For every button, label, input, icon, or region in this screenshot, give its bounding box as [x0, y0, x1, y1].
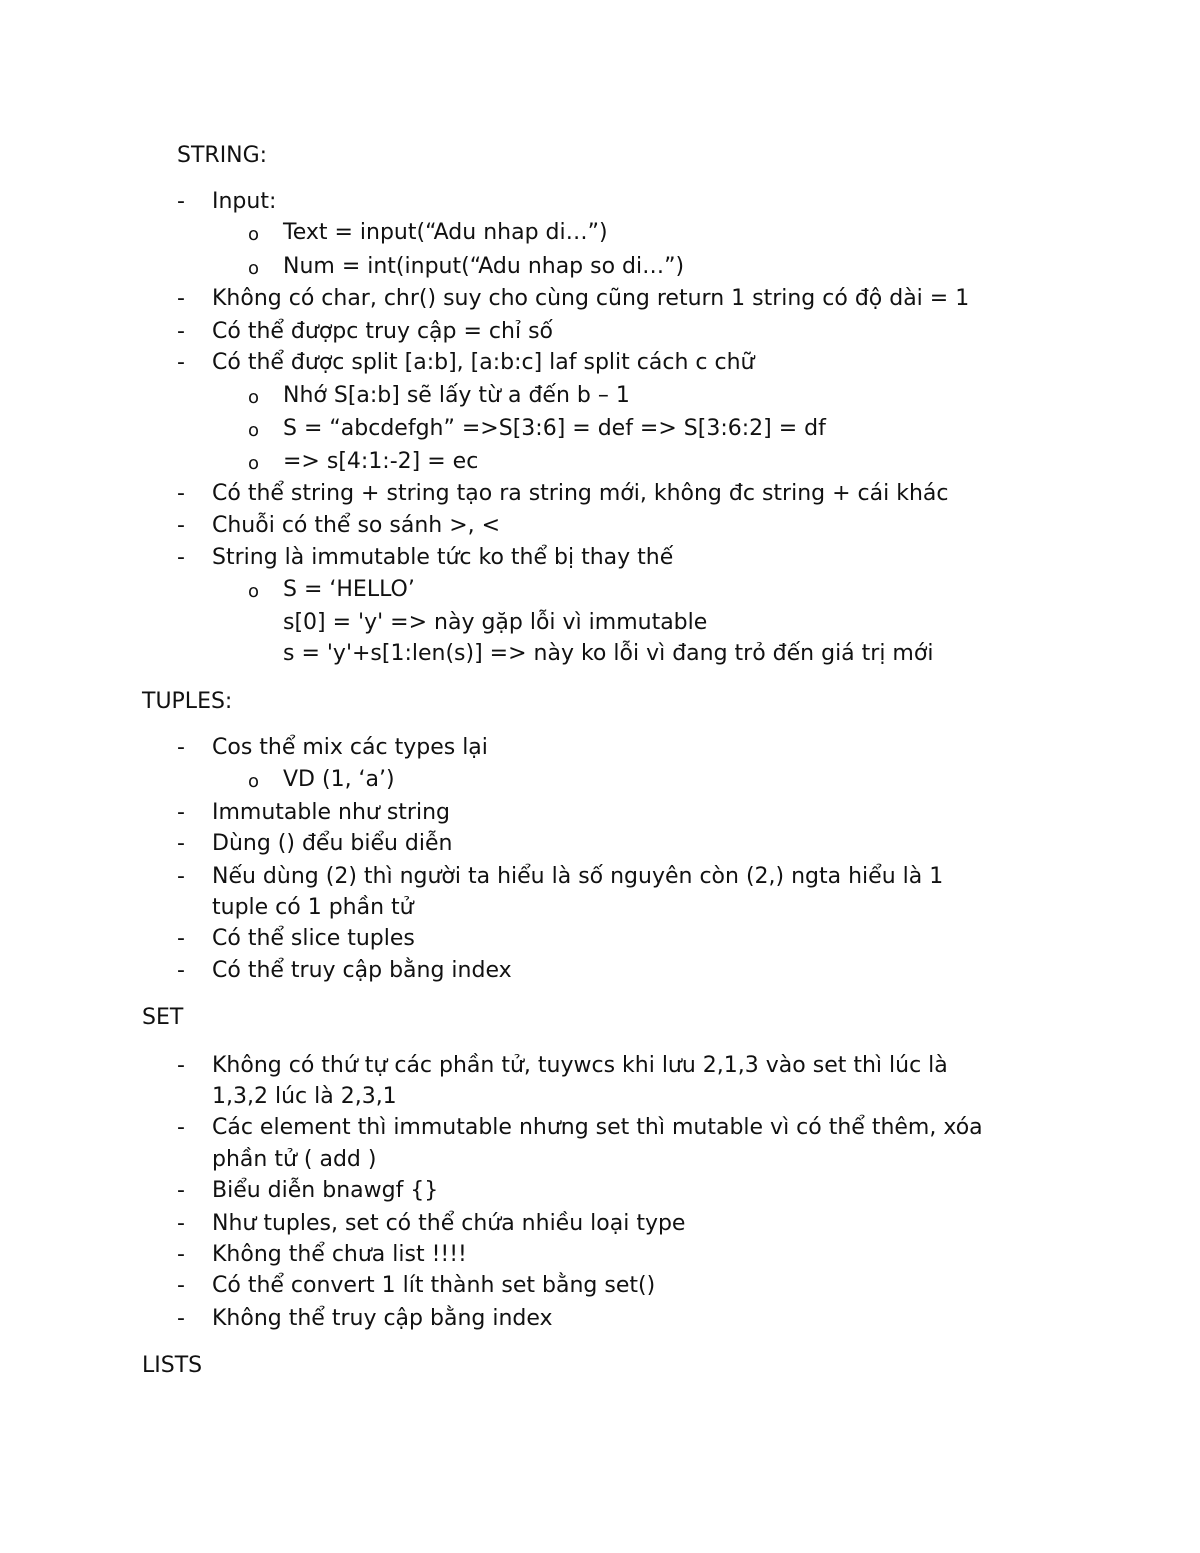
- string-split-sub: => s[4:1:-2] = ec: [283, 449, 479, 474]
- bullet-circle: o: [248, 581, 260, 602]
- tuples-mix-note: Cos thể mix các types lại: [212, 735, 488, 760]
- bullet-circle: o: [248, 420, 260, 441]
- string-compare-note: Chuỗi có thể so sánh >, <: [212, 513, 501, 538]
- lists-heading: LISTS: [142, 1353, 203, 1378]
- string-input-text: Text = input(“Adu nhap di…”): [283, 220, 608, 245]
- tuples-int-note: Nếu dùng (2) thì người ta hiểu là số nguyên còn (2,) ngta hiểu là 1: [212, 864, 944, 889]
- bullet-dash: -: [177, 513, 185, 538]
- bullet-dash: -: [177, 319, 185, 344]
- tuples-mix-example: VD (1, ‘a’): [283, 767, 395, 792]
- bullet-dash: -: [177, 1306, 185, 1331]
- set-types-note: Như tuples, set có thể chứa nhiều loại type: [212, 1211, 686, 1236]
- bullet-circle: o: [248, 258, 260, 279]
- bullet-dash: -: [177, 350, 185, 375]
- tuples-immut-note: Immutable như string: [212, 800, 450, 825]
- bullet-circle: o: [248, 224, 260, 245]
- bullet-dash: -: [177, 1211, 185, 1236]
- tuples-int-note: tuple có 1 phần tử: [212, 895, 414, 920]
- bullet-circle: o: [248, 771, 260, 792]
- bullet-dash: -: [177, 286, 185, 311]
- string-concat-note: Có thể string + string tạo ra string mới, không đc string + cái khác: [212, 481, 949, 506]
- string-split-sub: S = “abcdefgh” =>S[3:6] = def => S[3:6:2] = df: [283, 416, 826, 441]
- bullet-dash: -: [177, 800, 185, 825]
- bullet-dash: -: [177, 1178, 185, 1203]
- set-order-note: Không có thứ tự các phần tử, tuywcs khi lưu 2,1,3 vào set thì lúc là: [212, 1053, 948, 1078]
- string-heading: STRING:: [177, 143, 268, 168]
- set-braces-note: Biểu diễn bnawgf {}: [212, 1178, 439, 1203]
- string-input-num: Num = int(input(“Adu nhap so di…”): [283, 254, 685, 279]
- set-heading: SET: [142, 1005, 184, 1030]
- string-split-note: Có thể được split [a:b], [a:b:c] laf split cách c chữ: [212, 350, 755, 375]
- bullet-dash: -: [177, 1053, 185, 1078]
- bullet-dash: -: [177, 189, 185, 214]
- bullet-dash: -: [177, 926, 185, 951]
- bullet-dash: -: [177, 1115, 185, 1140]
- set-list-note: Không thể chưa list !!!!: [212, 1242, 467, 1267]
- bullet-dash: -: [177, 958, 185, 983]
- string-split-sub: Nhớ S[a:b] sẽ lấy từ a đến b – 1: [283, 383, 630, 408]
- tuples-index-note: Có thể truy cập bằng index: [212, 958, 512, 983]
- bullet-dash: -: [177, 481, 185, 506]
- set-order-note: 1,3,2 lúc là 2,3,1: [212, 1084, 397, 1109]
- set-noindex-note: Không thể truy cập bằng index: [212, 1306, 553, 1331]
- bullet-dash: -: [177, 1242, 185, 1267]
- tuples-heading: TUPLES:: [142, 689, 233, 714]
- set-mutable-note: phần tử ( add ): [212, 1147, 377, 1172]
- string-immut-sub: s[0] = 'y' => này gặp lỗi vì immutable: [283, 610, 708, 635]
- string-access-note: Có thể đượpc truy cập = chỉ số: [212, 319, 553, 344]
- bullet-circle: o: [248, 387, 260, 408]
- string-immut-sub: S = ‘HELLO’: [283, 577, 415, 602]
- tuples-paren-note: Dùng () đểu biểu diễn: [212, 831, 453, 856]
- set-convert-note: Có thể convert 1 lít thành set bằng set(): [212, 1273, 656, 1298]
- bullet-dash: -: [177, 831, 185, 856]
- set-mutable-note: Các element thì immutable nhưng set thì mutable vì có thể thêm, xóa: [212, 1115, 983, 1140]
- string-input-label: Input:: [212, 189, 277, 214]
- bullet-dash: -: [177, 864, 185, 889]
- bullet-circle: o: [248, 453, 260, 474]
- bullet-dash: -: [177, 735, 185, 760]
- string-immutable-note: String là immutable tức ko thể bị thay thế: [212, 545, 674, 570]
- bullet-dash: -: [177, 1273, 185, 1298]
- string-char-note: Không có char, chr() suy cho cùng cũng return 1 string có độ dài = 1: [212, 286, 970, 311]
- tuples-slice-note: Có thể slice tuples: [212, 926, 415, 951]
- string-immut-sub: s = 'y'+s[1:len(s)] => này ko lỗi vì đang trỏ đến giá trị mới: [283, 641, 934, 666]
- bullet-dash: -: [177, 545, 185, 570]
